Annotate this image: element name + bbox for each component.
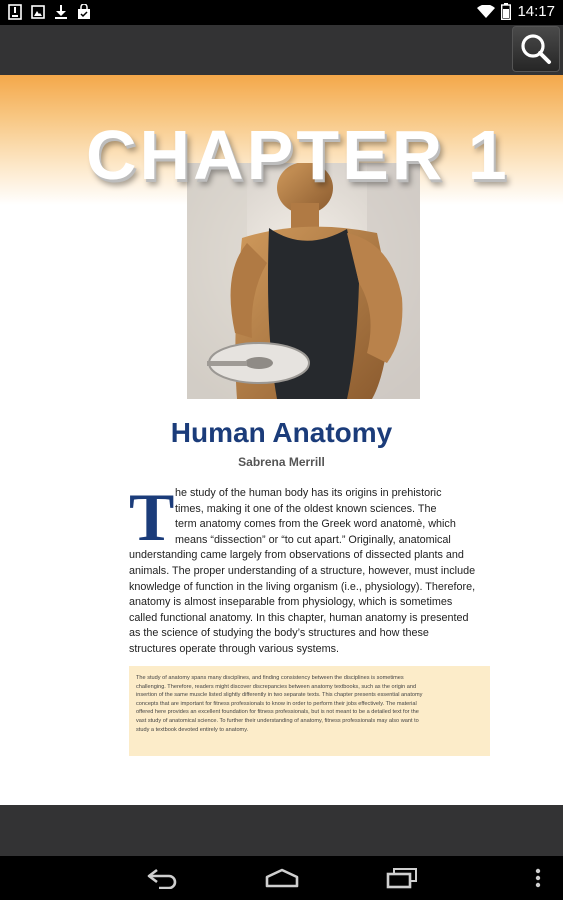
note-line: vast study of anatomical science. To further their understanding of anatomy, fitness professionals may also want to <box>136 717 419 724</box>
search-icon <box>513 27 559 71</box>
note-line: insertion of the same muscle listed slightly differently in two separate texts. This chapter presents essential anatomy <box>136 692 423 699</box>
body-paragraph <box>129 479 489 658</box>
chapter-heading: CHAPTER 1 <box>86 116 510 194</box>
home-icon <box>264 867 300 889</box>
recents-icon <box>385 867 419 889</box>
status-bar <box>0 0 563 25</box>
body-line: term anatomy comes from the Greek word anatomè, which <box>175 518 456 531</box>
home-button[interactable] <box>262 864 302 892</box>
clock: 14:17 <box>517 3 555 20</box>
body-line: anatomy is almost inseparable from physiology, which is sometimes <box>129 596 453 609</box>
recents-button[interactable] <box>382 864 422 892</box>
action-bar <box>0 25 563 75</box>
note-line: study a textbook devoted entirely to anatomy. <box>136 726 249 733</box>
overflow-menu-button[interactable] <box>518 864 558 892</box>
sidebar-note-box <box>129 666 490 756</box>
body-line: animals. The proper understanding of a structure, however, must include <box>129 564 476 577</box>
body-line: means “dissection” or “to cut apart.” Originally, anatomical <box>175 533 451 546</box>
body-line: called functional anatomy. In this chapter, human anatomy is presented <box>129 611 469 624</box>
chapter-title: Human Anatomy <box>170 417 393 448</box>
drop-cap: T <box>129 479 175 555</box>
chapter-photo <box>187 163 420 399</box>
note-line: concepts that are important for fitness professionals to know in order to perform their jobs effectively. The material <box>136 700 417 707</box>
back-button[interactable] <box>142 864 182 892</box>
author-name: Sabrena Merrill <box>238 455 325 469</box>
note-line: offered here provides an excellent foundation for fitness professionals, but is not meant to be a detailed text for the <box>136 709 419 716</box>
wifi-icon <box>477 5 495 19</box>
navigation-bar <box>0 856 563 900</box>
body-line: as the science of studying the body’s structures and how these <box>129 627 429 640</box>
notification-icons <box>8 4 91 20</box>
book-page[interactable] <box>0 75 563 805</box>
search-button[interactable] <box>512 26 560 72</box>
body-line: knowledge of function in the living organism (i.e., physiology). Therefore, <box>129 580 476 593</box>
body-line: structures operate through various systems. <box>129 642 340 655</box>
download-icon <box>54 4 68 20</box>
image-icon <box>31 4 45 20</box>
note-line: challenging. Therefore, readers might discover discrepancies between anatomy textbooks, such as the origin and <box>136 683 417 690</box>
battery-icon <box>501 3 511 20</box>
bag-icon <box>77 4 91 20</box>
back-icon <box>145 867 179 889</box>
body-line: understanding came largely from observations of dissected plants and <box>129 549 464 562</box>
body-line: times, making it one of the oldest known sciences. The <box>175 502 437 515</box>
note-line: The study of anatomy spans many disciplines, and finding consistency between the disciplines is sometimes <box>136 675 404 681</box>
body-line: he study of the human body has its origins in prehistoric <box>175 487 442 499</box>
download-notice-icon <box>8 4 22 20</box>
overflow-menu-icon <box>534 867 542 889</box>
bottom-toolbar <box>0 805 563 856</box>
